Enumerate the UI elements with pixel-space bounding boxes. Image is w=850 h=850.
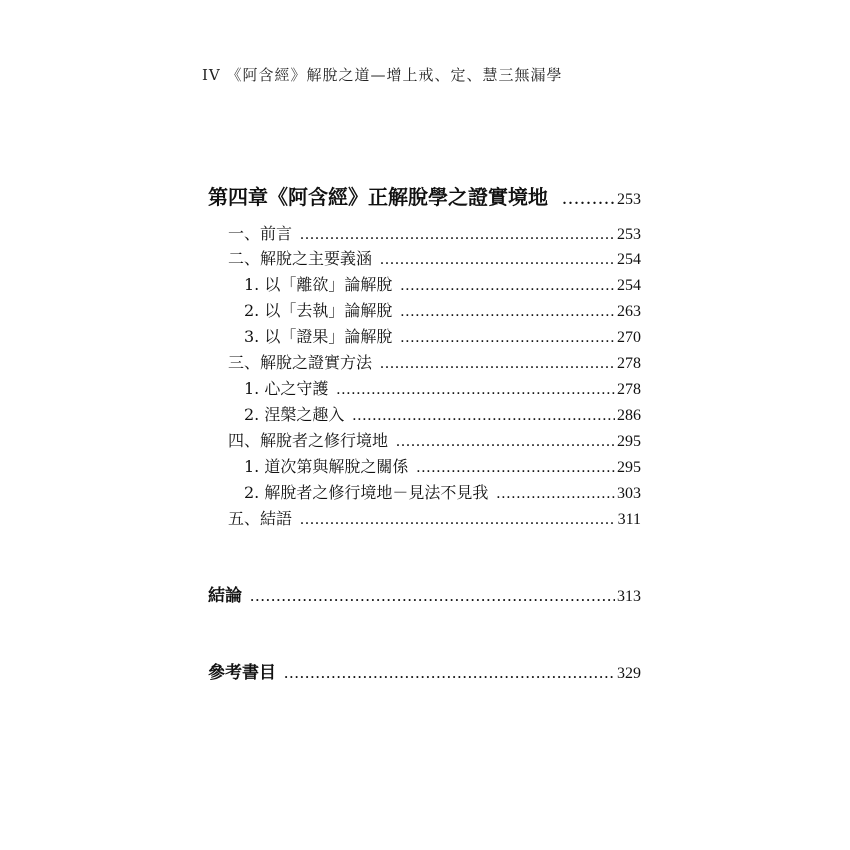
toc-subsection[interactable] [244, 378, 641, 400]
dot-leader [300, 509, 616, 531]
dot-leader [284, 662, 615, 684]
toc-subsection[interactable] [244, 300, 641, 322]
toc-label: 2. 以「去執」論解脫 [244, 301, 393, 320]
toc-label: 1. 以「離欲」論解脫 [244, 275, 393, 294]
dot-leader [300, 224, 615, 246]
toc-subsection[interactable] [244, 274, 641, 296]
toc-label: 結論 [208, 586, 242, 606]
toc-label: 二、解脫之主要義涵 [228, 249, 373, 268]
toc-label: 3. 以「證果」論解脫 [244, 327, 393, 346]
toc-subsection[interactable] [244, 482, 641, 504]
toc-section-meaning[interactable] [228, 248, 641, 270]
toc-label: 1. 心之守護 [244, 379, 329, 398]
toc-page-number: 254 [617, 251, 641, 268]
toc-subsection[interactable] [244, 456, 641, 478]
toc-page-number: 286 [617, 407, 641, 424]
toc-section-practice[interactable] [228, 430, 641, 452]
toc-chapter-heading[interactable] [208, 184, 641, 210]
toc-page-number: 278 [617, 355, 641, 372]
toc-label: 五、結語 [228, 509, 293, 528]
toc-page-number: 278 [617, 381, 641, 398]
dot-leader [562, 185, 615, 211]
toc-page-number: 313 [617, 588, 641, 605]
toc-section-closing[interactable] [228, 508, 641, 530]
toc-section-intro[interactable] [228, 223, 641, 245]
toc-page-number: 311 [617, 511, 641, 528]
dot-leader [400, 275, 615, 297]
toc-bibliography[interactable] [208, 662, 641, 684]
dot-leader [400, 301, 615, 323]
toc-page-number: 253 [617, 226, 641, 243]
toc-subsection[interactable] [244, 326, 641, 348]
toc-page-number: 295 [617, 459, 641, 476]
dot-leader [400, 327, 615, 349]
toc-page-number: 295 [617, 433, 641, 450]
toc-label: 1. 道次第與解脫之關係 [244, 457, 409, 476]
toc-label: 2. 涅槃之趣入 [244, 405, 345, 424]
toc-label: 第四章《阿含經》正解脫學之證實境地 [208, 185, 548, 209]
toc-label: 四、解脫者之修行境地 [228, 431, 389, 450]
toc-page-number: 263 [617, 303, 641, 320]
dot-leader [352, 405, 615, 427]
toc-label: 一、前言 [228, 224, 293, 243]
toc-conclusion[interactable] [208, 585, 641, 607]
dot-leader [380, 249, 615, 271]
toc-page-number: 253 [617, 191, 641, 208]
dot-leader [336, 379, 615, 401]
toc-label: 2. 解脫者之修行境地－見法不見我 [244, 483, 489, 502]
toc-page-number: 329 [617, 665, 641, 682]
dot-leader [380, 353, 615, 375]
dot-leader [496, 483, 615, 505]
toc-section-method[interactable] [228, 352, 641, 374]
toc-label: 參考書目 [208, 663, 276, 683]
toc-page-number: 270 [617, 329, 641, 346]
dot-leader [250, 585, 615, 607]
toc-subsection[interactable] [244, 404, 641, 426]
dot-leader [396, 431, 615, 453]
toc-page-number: 254 [617, 277, 641, 294]
running-header: IV 《阿含經》解脫之道—增上戒、定、慧三無漏學 [202, 66, 563, 84]
dot-leader [416, 457, 615, 479]
toc-page-number: 303 [617, 485, 641, 502]
toc-label: 三、解脫之證實方法 [228, 353, 373, 372]
